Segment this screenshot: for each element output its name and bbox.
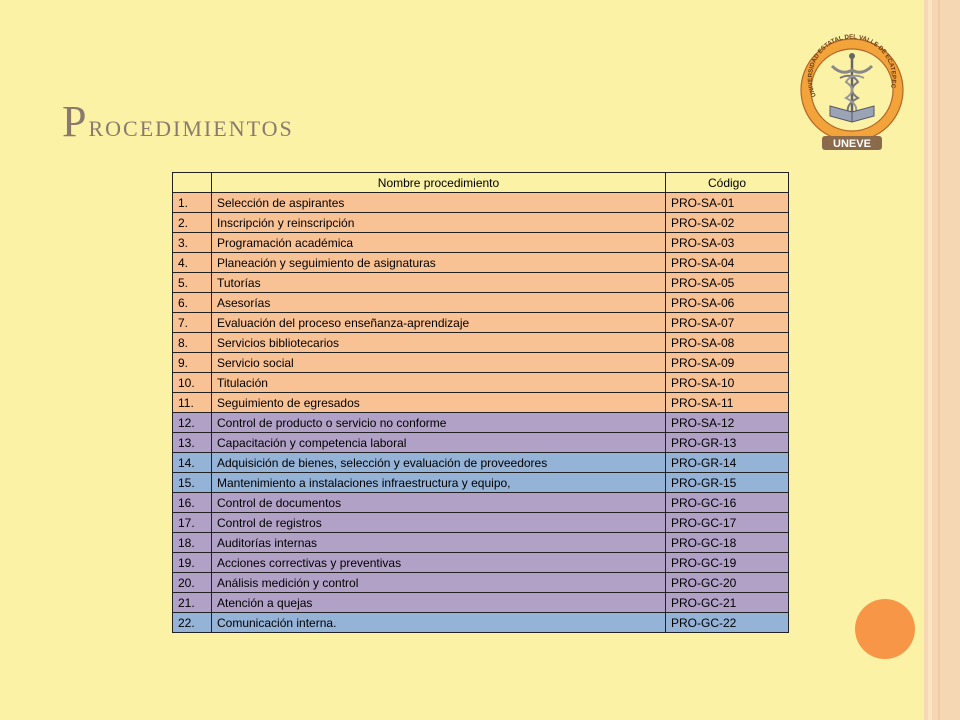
table-row: [173, 593, 789, 613]
table-row: [173, 213, 789, 233]
row-number: 19.: [173, 553, 212, 573]
procedure-code: PRO-GC-19: [666, 553, 789, 573]
table-row: [173, 333, 789, 353]
row-number: 22.: [173, 613, 212, 633]
procedure-code: PRO-SA-10: [666, 373, 789, 393]
row-number: 9.: [173, 353, 212, 373]
procedure-name: Control de producto o servicio no conforme: [212, 413, 666, 433]
row-number: 13.: [173, 433, 212, 453]
procedure-code: PRO-SA-06: [666, 293, 789, 313]
table-row: [173, 533, 789, 553]
row-number: 1.: [173, 193, 212, 213]
title-initial: P: [62, 97, 89, 146]
row-number: 2.: [173, 213, 212, 233]
title-rest: rocedimientos: [88, 107, 294, 143]
row-number: 5.: [173, 273, 212, 293]
procedure-name: Planeación y seguimiento de asignaturas: [212, 253, 666, 273]
row-number: 17.: [173, 513, 212, 533]
logo-text: UNEVE: [833, 138, 871, 150]
procedure-code: PRO-SA-01: [666, 193, 789, 213]
procedure-code: PRO-SA-03: [666, 233, 789, 253]
procedure-name: Servicio social: [212, 353, 666, 373]
procedure-code: PRO-SA-11: [666, 393, 789, 413]
row-number: 15.: [173, 473, 212, 493]
procedure-code: PRO-GC-21: [666, 593, 789, 613]
procedure-name: Control de registros: [212, 513, 666, 533]
procedure-code: PRO-GR-14: [666, 453, 789, 473]
table-row: [173, 553, 789, 573]
table-row: [173, 473, 789, 493]
header-name: Nombre procedimiento: [212, 173, 666, 193]
row-number: 12.: [173, 413, 212, 433]
procedure-code: PRO-SA-12: [666, 413, 789, 433]
table-row: [173, 353, 789, 373]
table-row: [173, 453, 789, 473]
procedure-name: Capacitación y competencia laboral: [212, 433, 666, 453]
procedure-code: PRO-GC-22: [666, 613, 789, 633]
table-row: [173, 373, 789, 393]
procedure-name: Inscripción y reinscripción: [212, 213, 666, 233]
decorative-side-stripe: [924, 0, 960, 720]
procedure-code: PRO-SA-04: [666, 253, 789, 273]
row-number: 20.: [173, 573, 212, 593]
row-number: 11.: [173, 393, 212, 413]
row-number: 16.: [173, 493, 212, 513]
procedure-code: PRO-GC-17: [666, 513, 789, 533]
procedure-name: Evaluación del proceso enseñanza-aprendizaje: [212, 313, 666, 333]
procedures-table: [172, 172, 789, 633]
slide-title: [62, 96, 294, 147]
procedure-name: Control de documentos: [212, 493, 666, 513]
table-row: [173, 193, 789, 213]
row-number: 8.: [173, 333, 212, 353]
header-num: [173, 173, 212, 193]
procedure-name: Seguimiento de egresados: [212, 393, 666, 413]
table-row: [173, 273, 789, 293]
procedure-code: PRO-GC-20: [666, 573, 789, 593]
table-row: [173, 233, 789, 253]
row-number: 10.: [173, 373, 212, 393]
table-row: [173, 293, 789, 313]
procedure-code: PRO-SA-02: [666, 213, 789, 233]
procedure-name: Acciones correctivas y preventivas: [212, 553, 666, 573]
table-row: [173, 393, 789, 413]
header-code: Código: [666, 173, 789, 193]
procedure-code: PRO-SA-09: [666, 353, 789, 373]
table-row: [173, 313, 789, 333]
decorative-orange-circle: [855, 599, 915, 659]
row-number: 6.: [173, 293, 212, 313]
row-number: 18.: [173, 533, 212, 553]
row-number: 7.: [173, 313, 212, 333]
university-logo: [796, 32, 908, 152]
procedure-name: Atención a quejas: [212, 593, 666, 613]
table-row: [173, 433, 789, 453]
procedure-code: PRO-SA-07: [666, 313, 789, 333]
table-row: [173, 513, 789, 533]
procedure-name: Adquisición de bienes, selección y evaluación de proveedores: [212, 453, 666, 473]
procedure-name: Selección de aspirantes: [212, 193, 666, 213]
table-row: [173, 413, 789, 433]
procedure-name: Auditorías internas: [212, 533, 666, 553]
logo-ring-text: UNIVERSIDAD ESTATAL DEL VALLE DE ECATEPEC: [806, 33, 898, 99]
procedure-code: PRO-GC-18: [666, 533, 789, 553]
procedure-code: PRO-SA-05: [666, 273, 789, 293]
table-header-row: [173, 173, 789, 193]
row-number: 4.: [173, 253, 212, 273]
table-row: [173, 253, 789, 273]
procedure-code: PRO-GR-13: [666, 433, 789, 453]
row-number: 21.: [173, 593, 212, 613]
table-row: [173, 493, 789, 513]
procedure-name: Tutorías: [212, 273, 666, 293]
row-number: 14.: [173, 453, 212, 473]
procedure-code: PRO-GR-15: [666, 473, 789, 493]
procedure-name: Titulación: [212, 373, 666, 393]
procedure-name: Asesorías: [212, 293, 666, 313]
procedure-name: Análisis medición y control: [212, 573, 666, 593]
table-row: [173, 613, 789, 633]
procedure-code: PRO-GC-16: [666, 493, 789, 513]
procedure-name: Servicios bibliotecarios: [212, 333, 666, 353]
procedure-code: PRO-SA-08: [666, 333, 789, 353]
row-number: 3.: [173, 233, 212, 253]
procedure-name: Comunicación interna.: [212, 613, 666, 633]
procedure-name: Programación académica: [212, 233, 666, 253]
procedure-name: Mantenimiento a instalaciones infraestructura y equipo,: [212, 473, 666, 493]
table-row: [173, 573, 789, 593]
